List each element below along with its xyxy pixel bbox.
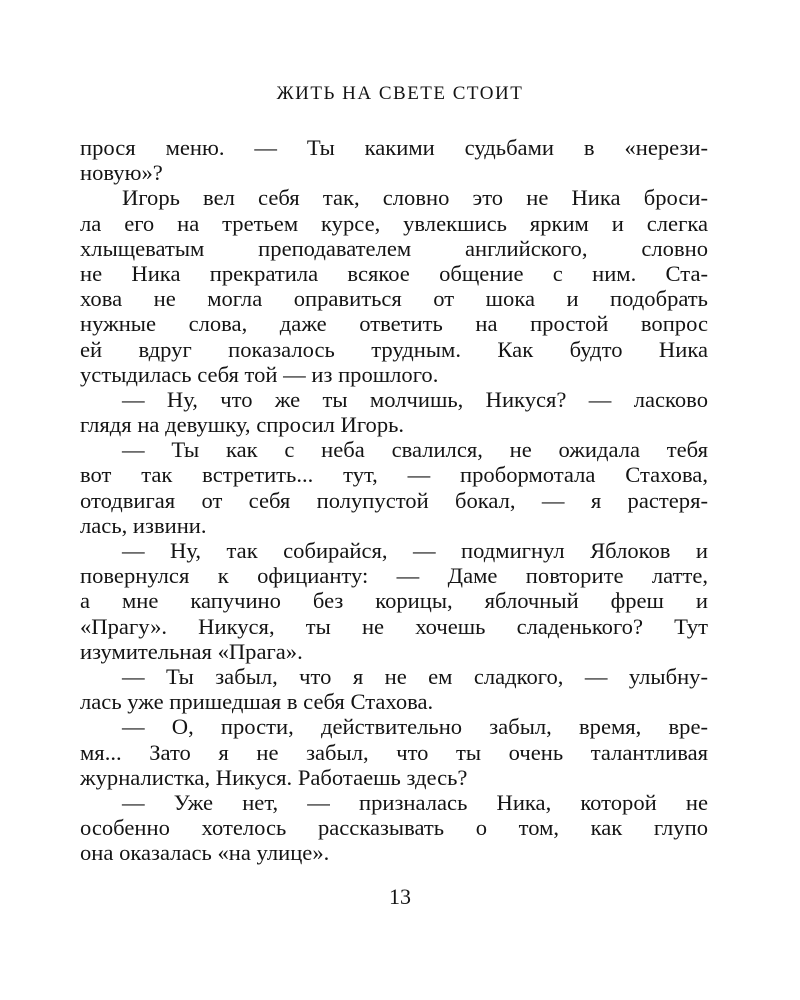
text-line: особенно хотелось рассказывать о том, как глупо — [80, 815, 708, 841]
text-line: — Ну, что же ты молчишь, Никуся? — ласково — [122, 386, 708, 412]
text-line: глядя на девушку, спросил Игорь. — [80, 412, 405, 438]
text-line: вот так встретить... тут, — пробормотала Стахова, — [80, 462, 708, 488]
text-line: мя... Зато я не забыл, что ты очень талантливая — [80, 739, 708, 765]
text-line: ла его на третьем курсе, увлекшись ярким и слегка — [80, 210, 708, 236]
text-line: лась уже пришедшая в себя Стахова. — [80, 689, 434, 715]
text-line: журналистка, Никуся. Работаешь здесь? — [80, 764, 468, 790]
text-line: устыдилась себя той — из прошлого. — [80, 361, 439, 387]
text-line: а мне капучино без корицы, яблочный фреш и — [80, 588, 708, 614]
text-line: изумительная «Прага». — [80, 638, 303, 664]
text-line: ей вдруг показалось трудным. Как будто Ника — [80, 336, 708, 362]
text-line: — О, прости, действительно забыл, время, вре- — [122, 714, 708, 740]
text-line: «Прагу». Никуся, ты не хочешь сладенького? Тут — [80, 613, 708, 639]
text-line: хлыщеватым преподавателем английского, словно — [80, 235, 708, 261]
text-line: не Ника прекратила всякое общение с ним. Ста- — [80, 260, 708, 286]
text-line: нужные слова, даже ответить на простой вопрос — [80, 311, 708, 337]
text-line: отодвигая от себя полупустой бокал, — я растеря- — [80, 487, 708, 513]
text-line: повернулся к официанту: — Даме повторите латте, — [80, 563, 708, 589]
text-line: она оказалась «на улице». — [80, 840, 330, 866]
text-line: прося меню. — Ты какими судьбами в «нерези- — [80, 135, 708, 160]
text-line: лась, извини. — [80, 512, 207, 538]
running-head-title: ЖИТЬ НА СВЕТЕ СТОИТ — [276, 83, 524, 104]
text-line: хова не могла оправиться от шока и подобрать — [80, 286, 708, 312]
text-line: Игорь вел себя так, словно это не Ника броси- — [122, 185, 708, 211]
text-line: новую»? — [80, 160, 163, 186]
text-line: — Ну, так собирайся, — подмигнул Яблоков и — [122, 538, 708, 563]
text-line: — Ты забыл, что я не ем сладкого, — улыбну- — [122, 663, 708, 689]
text-line: — Уже нет, — призналась Ника, которой не — [122, 789, 708, 815]
body-text — [80, 135, 708, 865]
text-line: — Ты как с неба свалился, не ожидала тебя — [122, 437, 708, 463]
page-number: 13 — [389, 884, 411, 909]
